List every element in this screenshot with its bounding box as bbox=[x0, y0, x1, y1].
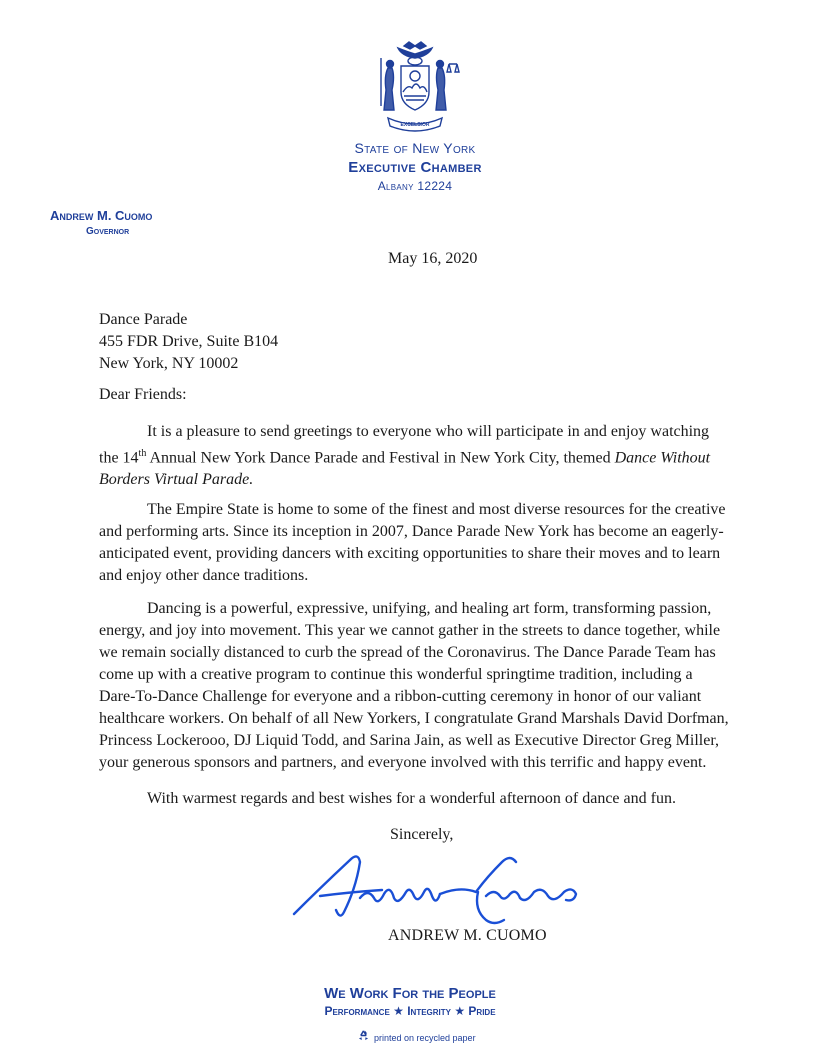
closing: Sincerely, bbox=[390, 826, 454, 843]
recipient-line: 455 FDR Drive, Suite B104 bbox=[99, 333, 279, 350]
event-theme: Dance Without Borders Virtual Parade. bbox=[99, 449, 711, 489]
footer-motto: We Work For the People bbox=[324, 985, 496, 1002]
signatory-name: ANDREW M. CUOMO bbox=[388, 927, 547, 944]
paragraph-text: The Empire State is home to some of the finest and most diverse resources for the creative and performing arts. Since its inception in 2007, Dance Parade New York has become an eagerly-anticipated event, providing dancers with exciting opportunities to share their moves and to learn and enjoy other dance traditions. bbox=[99, 501, 726, 584]
paragraph-text: With warmest regards and best wishes for a wonderful afternoon of dance and fun. bbox=[147, 790, 676, 807]
paragraph-4 bbox=[99, 788, 729, 810]
letterhead-chamber: Executive Chamber bbox=[348, 159, 482, 176]
letterhead-state: State of New York bbox=[354, 140, 476, 156]
paragraph-2 bbox=[99, 499, 729, 587]
recycled-text: printed on recycled paper bbox=[374, 1033, 476, 1043]
paragraph-text: Dancing is a powerful, expressive, unifying, and healing art form, transforming passion, energy, and joy into movement. This year we cannot gather in the streets to dance together, while we remain socially distanced to curb the spread of the Coronavirus. The Dance Parade Team has come up with a creative program to continue this wonderful springtime tradition, including a Dare-To-Dance Challenge for everyone and a ribbon-cutting ceremony in honor of our valiant healthcare workers. On behalf of all New Yorkers, I congratulate Grand Marshals David Dorfman, Princess Lockerooo, DJ Liquid Todd, and Sarina Jain, as well as Executive Director Greg Miller, your generous sponsors and partners, and everyone involved with this terrific and happy event. bbox=[99, 600, 729, 771]
footer-values: Performance ★ Integrity ★ Pride bbox=[324, 1004, 496, 1018]
paragraph-3 bbox=[99, 598, 729, 774]
paragraph-text: It is a pleasure to send greetings to everyone who will participate in and enjoy watching the 14 bbox=[99, 423, 710, 467]
governor-name: Andrew M. Cuomo bbox=[50, 208, 153, 223]
seal-motto: EXCELSIOR bbox=[400, 122, 430, 128]
salutation: Dear Friends: bbox=[99, 386, 187, 403]
ordinal-suffix: th bbox=[138, 448, 147, 459]
paragraph-text: Annual New York Dance Parade and Festival in New York City, themed bbox=[146, 449, 615, 467]
letter-date: May 16, 2020 bbox=[388, 250, 478, 267]
handwritten-signature bbox=[290, 848, 580, 930]
letterhead-city: Albany 12224 bbox=[377, 179, 453, 193]
recycle-icon bbox=[358, 1030, 369, 1043]
paragraph-1 bbox=[99, 421, 729, 491]
state-seal-icon bbox=[368, 40, 462, 134]
recipient-line: Dance Parade bbox=[99, 311, 188, 328]
recycled-paper-note bbox=[358, 1030, 476, 1043]
recipient-address bbox=[99, 309, 278, 375]
recipient-line: New York, NY 10002 bbox=[99, 355, 239, 372]
governor-title: Governor bbox=[86, 226, 130, 237]
